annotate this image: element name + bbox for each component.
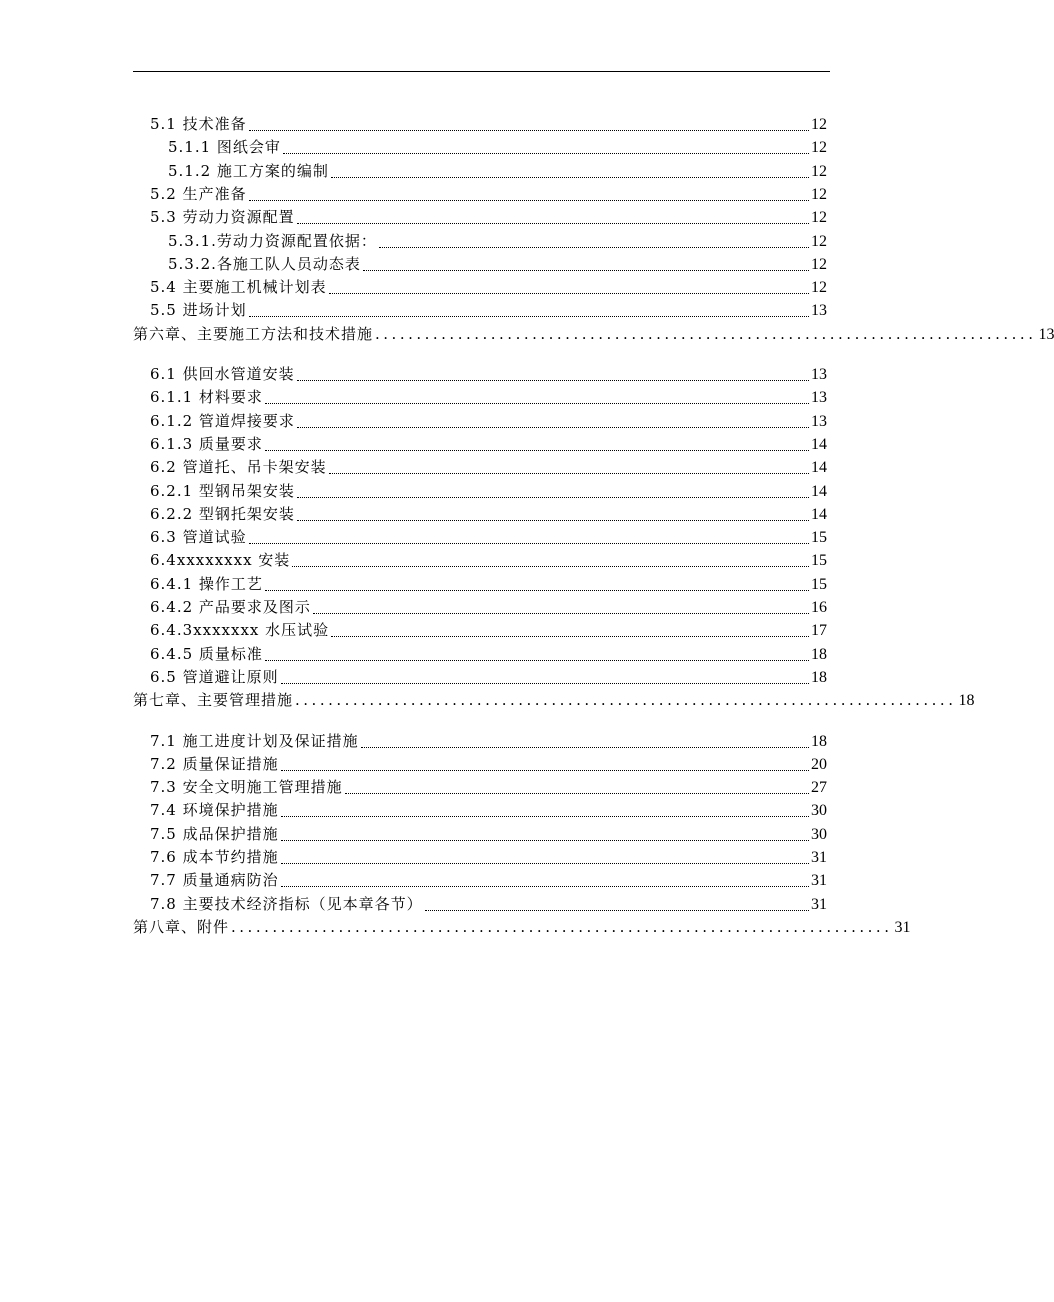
toc-leader-dots — [265, 589, 809, 591]
toc-entry[interactable] — [150, 617, 827, 640]
toc-page-number: 13 — [811, 389, 827, 407]
toc-entry-label: 6.4.3xxxxxxx 水压试验 — [150, 621, 330, 640]
toc-leader-dots — [281, 682, 809, 684]
toc-entry-label: 5.2 生产准备 — [150, 184, 247, 203]
toc-leader-dots — [292, 565, 809, 567]
toc-entry[interactable] — [150, 111, 827, 134]
toc-entry[interactable] — [150, 454, 827, 477]
toc-page-number: 13 — [811, 412, 827, 430]
toc-entry-label: 7.8 主要技术经济指标（见本章各节） — [150, 894, 423, 913]
toc-entry[interactable] — [150, 408, 827, 431]
toc-page-number: 12 — [811, 255, 827, 273]
toc-page-number: 31 — [811, 849, 827, 866]
toc-page-number: 14 — [811, 482, 827, 500]
toc-page-number: 31 — [811, 872, 827, 890]
toc-page-number: 12 — [811, 139, 827, 157]
toc-page-number: 12 — [811, 279, 827, 297]
toc-leader-dots: ................................................................................ — [295, 691, 957, 710]
toc-entry-label: 6.5 管道避让原则 — [150, 667, 279, 686]
toc-page-number: 18 — [811, 668, 827, 686]
toc-entry[interactable] — [150, 664, 827, 687]
toc-entry-label: 第八章、附件 — [133, 917, 230, 936]
toc-entry[interactable] — [150, 478, 827, 501]
toc-entry-label: 7.7 质量通病防治 — [150, 871, 279, 890]
toc-chapter-entry[interactable] — [133, 914, 911, 937]
toc-entry[interactable] — [168, 251, 827, 274]
toc-entry-label: 6.4xxxxxxxx 安装 — [150, 551, 291, 570]
toc-page-number: 27 — [811, 779, 827, 797]
toc-page-number: 30 — [811, 802, 827, 820]
toc-entry-label: 7.1 施工进度计划及保证措施 — [150, 731, 359, 750]
toc-page-number: 14 — [811, 435, 827, 453]
toc-page-number: 13 — [811, 302, 827, 320]
header-rule — [133, 71, 830, 72]
toc-entry-label: 5.1.1 图纸会审 — [168, 138, 281, 157]
toc-entry-label: 6.4.5 质量标准 — [150, 644, 263, 663]
toc-leader-dots — [331, 635, 809, 637]
toc-entry-label: 6.2.2 型钢托架安装 — [150, 504, 295, 523]
toc-page-number: 31 — [811, 895, 827, 913]
toc-entry-label: 5.1 技术准备 — [150, 115, 247, 133]
toc-page-number: 14 — [811, 459, 827, 477]
toc-leader-dots — [281, 769, 809, 771]
toc-page-number: 15 — [811, 575, 827, 593]
toc-entry-label: 7.2 质量保证措施 — [150, 754, 279, 773]
toc-page-number: 12 — [811, 209, 827, 227]
toc-leader-dots — [297, 379, 809, 381]
toc-leader-dots: ................................................................................ — [231, 917, 893, 936]
toc-leader-dots: ................................................................................ — [375, 324, 1037, 343]
toc-entry-label: 5.1.2 施工方案的编制 — [168, 161, 329, 180]
toc-leader-dots — [281, 885, 809, 887]
toc-page-number: 12 — [811, 162, 827, 180]
toc-entry-label: 6.4.2 产品要求及图示 — [150, 598, 311, 616]
toc-entry[interactable] — [150, 431, 827, 454]
toc-leader-dots — [265, 449, 809, 451]
toc-entry[interactable] — [168, 228, 827, 251]
toc-entry[interactable] — [150, 821, 827, 844]
toc-leader-dots — [265, 659, 809, 661]
toc-entry[interactable] — [150, 181, 827, 204]
toc-page-number: 15 — [811, 529, 827, 547]
toc-leader-dots — [283, 152, 809, 154]
toc-page-number: 31 — [894, 918, 911, 936]
toc-chapter-entry[interactable] — [133, 321, 1054, 344]
toc-page-number: 13 — [1038, 325, 1054, 343]
toc-entry[interactable] — [150, 797, 827, 820]
toc-entry[interactable] — [150, 297, 827, 320]
toc-page-number: 20 — [811, 755, 827, 773]
toc-entry[interactable] — [150, 751, 827, 774]
toc-leader-dots — [249, 199, 809, 201]
toc-entry-label: 7.5 成品保护措施 — [150, 824, 279, 843]
toc-entry-label: 6.1.2 管道焊接要求 — [150, 411, 295, 430]
toc-entry[interactable] — [150, 384, 827, 407]
toc-entry-label: 5.5 进场计划 — [150, 301, 247, 320]
toc-leader-dots — [297, 519, 809, 521]
toc-chapter-entry[interactable] — [133, 687, 975, 710]
toc-leader-dots — [249, 542, 809, 544]
toc-leader-dots — [281, 815, 809, 817]
toc-page-number: 18 — [958, 692, 975, 710]
toc-page-number: 12 — [811, 232, 827, 250]
toc-leader-dots — [331, 176, 809, 178]
toc-entry-label: 6.1 供回水管道安装 — [150, 365, 295, 383]
toc-entry-label: 5.3.2.各施工队人员动态表 — [168, 254, 361, 273]
toc-entry[interactable] — [150, 274, 827, 297]
toc-leader-dots — [329, 292, 809, 294]
toc-leader-dots — [297, 426, 809, 428]
toc-entry[interactable] — [150, 641, 827, 664]
toc-leader-dots — [281, 839, 809, 841]
toc-entry-label: 5.3 劳动力资源配置 — [150, 208, 295, 227]
toc-page-number: 17 — [811, 622, 827, 640]
toc-entry[interactable] — [168, 158, 827, 181]
toc-leader-dots — [297, 496, 809, 498]
toc-entry-label: 7.4 环境保护措施 — [150, 801, 279, 820]
toc-entry[interactable] — [150, 204, 827, 227]
toc-entry-label: 6.1.1 材料要求 — [150, 388, 263, 407]
toc-entry[interactable] — [150, 524, 827, 547]
toc-leader-dots — [313, 612, 809, 614]
toc-entry[interactable] — [150, 728, 827, 751]
toc-entry-label: 5.3.1.劳动力资源配置依据： — [168, 231, 377, 250]
toc-entry-label: 6.4.1 操作工艺 — [150, 574, 263, 593]
toc-page-number: 12 — [811, 116, 827, 133]
toc-entry[interactable] — [150, 361, 827, 384]
toc-entry[interactable] — [150, 867, 827, 890]
toc-page-number: 18 — [811, 732, 827, 750]
toc-entry-label: 6.3 管道试验 — [150, 528, 247, 547]
toc-entry[interactable] — [150, 774, 827, 797]
toc-entry[interactable] — [150, 501, 827, 524]
toc-entry[interactable] — [150, 594, 827, 617]
toc-page-number: 13 — [811, 366, 827, 383]
toc-entry[interactable] — [150, 571, 827, 594]
toc-leader-dots — [249, 315, 809, 317]
toc-leader-dots — [249, 129, 809, 131]
toc-entry-label: 6.2 管道托、吊卡架安装 — [150, 458, 327, 477]
toc-page-number: 18 — [811, 645, 827, 663]
toc-entry-label: 7.3 安全文明施工管理措施 — [150, 778, 343, 797]
toc-leader-dots — [345, 792, 809, 794]
toc-leader-dots — [329, 472, 809, 474]
toc-page-number: 14 — [811, 505, 827, 523]
toc-leader-dots — [361, 746, 809, 748]
toc-entry[interactable] — [150, 547, 827, 570]
toc-entry[interactable] — [168, 134, 827, 157]
toc-leader-dots — [379, 246, 809, 248]
toc-page-number: 12 — [811, 185, 827, 203]
toc-leader-dots — [363, 269, 809, 271]
toc-entry-label: 5.4 主要施工机械计划表 — [150, 278, 327, 297]
toc-page-number: 30 — [811, 825, 827, 843]
toc-leader-dots — [425, 909, 809, 911]
toc-entry-label: 6.2.1 型钢吊架安装 — [150, 481, 295, 500]
toc-leader-dots — [297, 222, 809, 224]
toc-leader-dots — [265, 402, 809, 404]
toc-leader-dots — [281, 862, 809, 864]
toc-entry[interactable] — [150, 891, 827, 914]
toc-entry-label: 6.1.3 质量要求 — [150, 434, 263, 453]
toc-entry[interactable] — [150, 844, 827, 867]
toc-page-number: 15 — [811, 552, 827, 570]
toc-page-number: 16 — [811, 599, 827, 616]
toc-entry-label: 7.6 成本节约措施 — [150, 848, 279, 866]
toc-entry-label: 第七章、主要管理措施 — [133, 691, 294, 710]
toc-entry-label: 第六章、主要施工方法和技术措施 — [133, 324, 374, 343]
